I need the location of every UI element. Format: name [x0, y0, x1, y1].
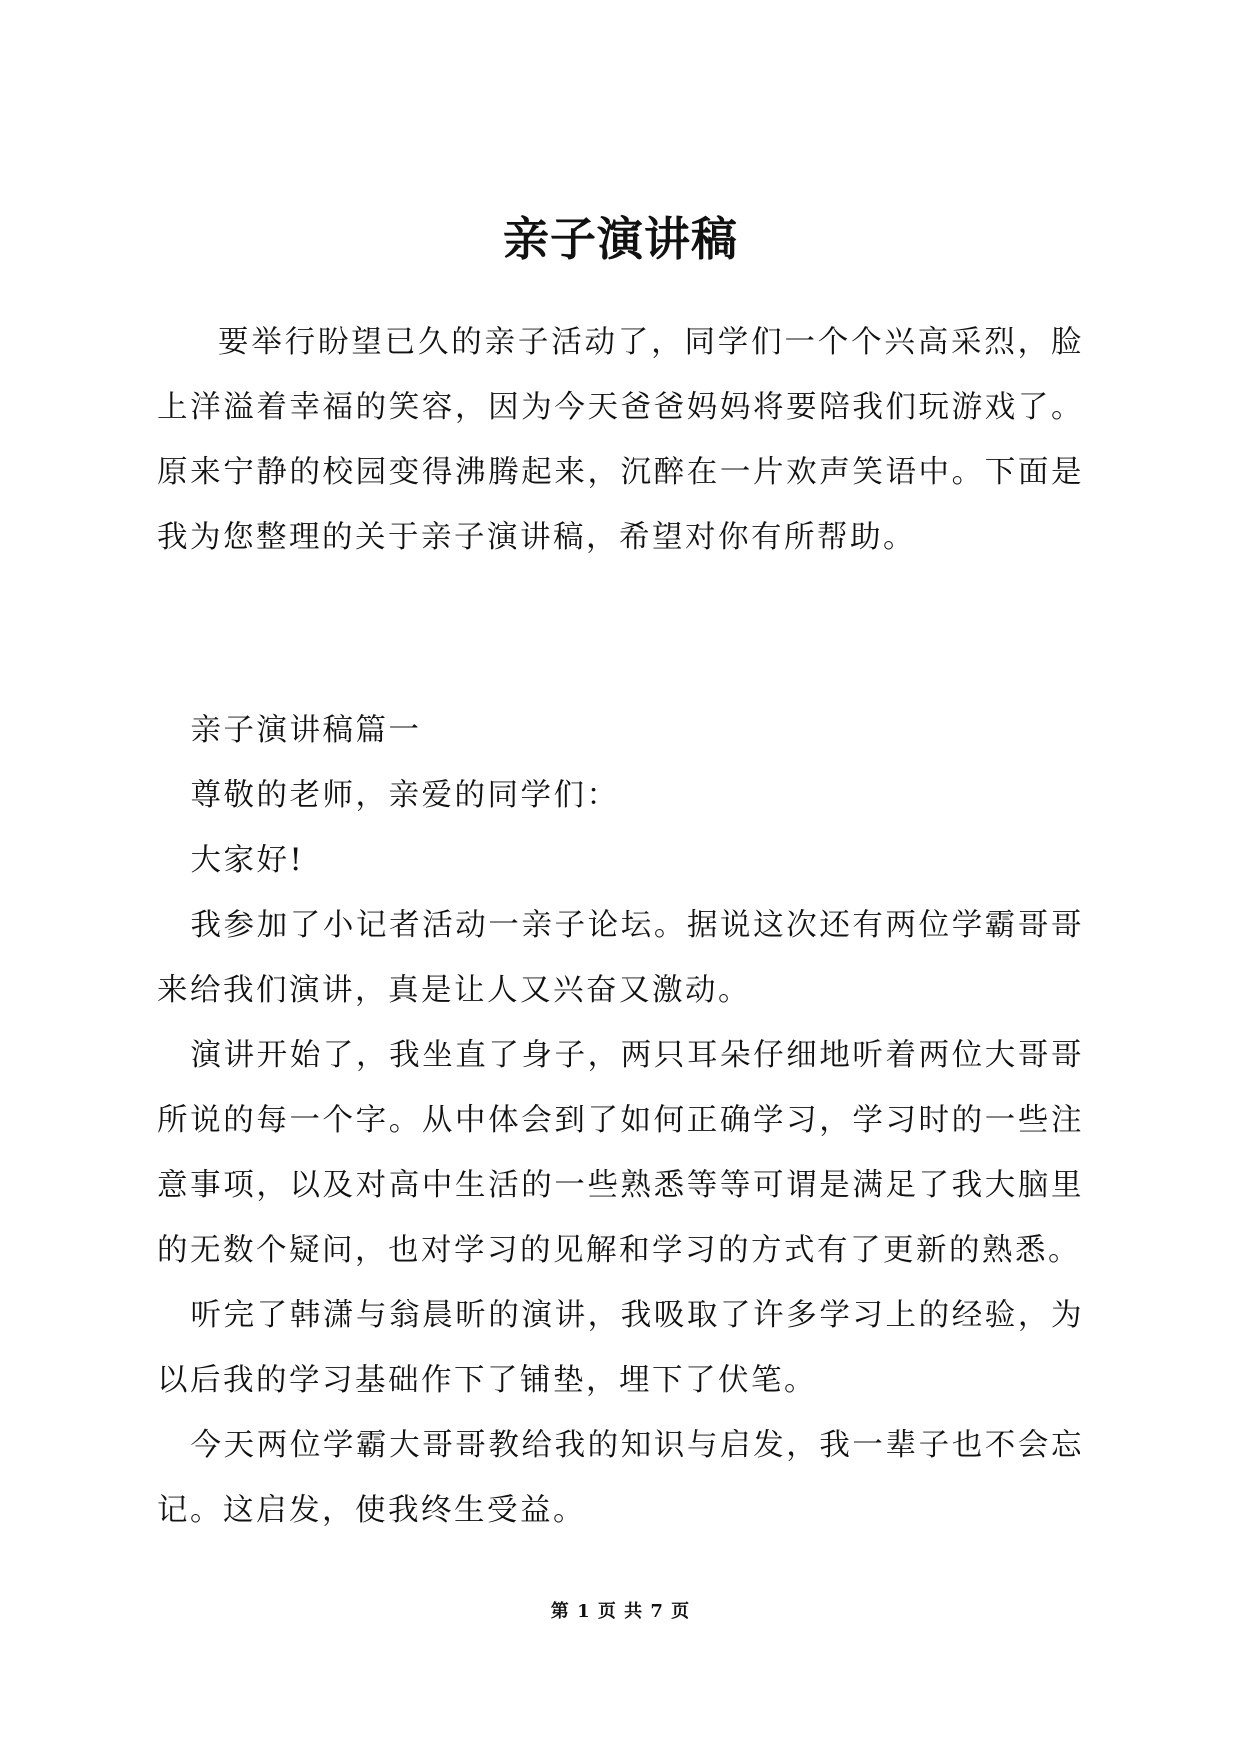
intro-block	[157, 310, 1084, 570]
body-paragraph: 演讲开始了，我坐直了身子，两只耳朵仔细地听着两位大哥哥所说的每一个字。从中体会到了如何正确学习，学习时的一些注意事项，以及对高中生活的一些熟悉等等可谓是满足了我大脑里的无数个疑问，也对学习的见解和学习的方式有了更新的熟悉。	[157, 1038, 1084, 1268]
salutation: 尊敬的老师，亲爱的同学们：	[190, 778, 620, 813]
greeting: 大家好!	[190, 843, 305, 878]
body-paragraph: 我参加了小记者活动一亲子论坛。据说这次还有两位学霸哥哥来给我们演讲，真是让人又兴奋又激动。	[157, 908, 1084, 1008]
section-heading: 亲子演讲稿篇一	[190, 713, 422, 748]
body-paragraph: 听完了韩潇与翁晨昕的演讲，我吸取了许多学习上的经验，为以后我的学习基础作下了铺垫，埋下了伏笔。	[157, 1298, 1084, 1398]
article-body	[157, 698, 1084, 1543]
page-number-footer: 第 1 页 共 7 页	[550, 1601, 691, 1622]
body-paragraph: 今天两位学霸大哥哥教给我的知识与启发，我一辈子也不会忘记。这启发，使我终生受益。	[157, 1428, 1084, 1528]
document-title: 亲子演讲稿	[503, 211, 738, 266]
intro-paragraph: 要举行盼望已久的亲子活动了，同学们一个个兴高采烈，脸上洋溢着幸福的笑容，因为今天爸爸妈妈将要陪我们玩游戏了。原来宁静的校园变得沸腾起来，沉醉在一片欢声笑语中。下面是我为您整理的关于亲子演讲稿，希望对你有所帮助。	[157, 325, 1084, 555]
